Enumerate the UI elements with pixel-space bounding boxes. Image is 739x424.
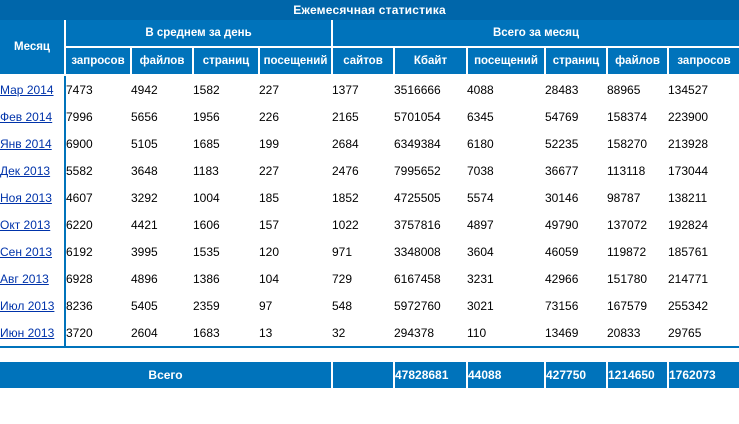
month-link[interactable]: Авг 2013 (0, 271, 49, 286)
stats-table-body (0, 75, 739, 388)
cell-monthly-sites: 2684 (332, 130, 394, 157)
cell-monthly-requests: 255342 (668, 292, 739, 319)
column-header-monthly-sites: сайтов (332, 47, 394, 75)
cell-monthly-requests: 214771 (668, 265, 739, 292)
cell-daily-files: 3292 (131, 184, 193, 211)
table-row (0, 130, 739, 157)
column-header-monthly-visits: посещений (467, 47, 545, 75)
table-separator (0, 347, 739, 362)
cell-daily-visits: 227 (259, 157, 332, 184)
cell-monthly-visits: 5574 (467, 184, 545, 211)
cell-daily-requests: 6192 (65, 238, 131, 265)
cell-daily-requests: 5582 (65, 157, 131, 184)
cell-monthly-visits: 3231 (467, 265, 545, 292)
cell-monthly-sites: 32 (332, 319, 394, 347)
month-link[interactable]: Мар 2014 (0, 82, 54, 97)
cell-monthly-visits: 110 (467, 319, 545, 347)
cell-monthly-files: 158270 (607, 130, 668, 157)
month-link[interactable]: Июн 2013 (0, 325, 55, 340)
cell-monthly-visits: 6345 (467, 103, 545, 130)
table-row (0, 157, 739, 184)
cell-monthly-files: 113118 (607, 157, 668, 184)
table-row (0, 265, 739, 292)
cell-daily-requests: 7473 (65, 75, 131, 103)
cell-daily-visits: 97 (259, 292, 332, 319)
cell-daily-files: 3648 (131, 157, 193, 184)
totals-label: Всего (0, 362, 332, 388)
cell-daily-visits: 104 (259, 265, 332, 292)
cell-monthly-requests: 192824 (668, 211, 739, 238)
cell-monthly-files: 20833 (607, 319, 668, 347)
month-cell[interactable] (0, 292, 65, 319)
cell-monthly-requests: 223900 (668, 103, 739, 130)
month-cell[interactable] (0, 130, 65, 157)
column-header-daily-visits: посещений (259, 47, 332, 75)
table-row (0, 75, 739, 103)
cell-monthly-files: 167579 (607, 292, 668, 319)
cell-monthly-requests: 173044 (668, 157, 739, 184)
cell-monthly-files: 137072 (607, 211, 668, 238)
cell-monthly-pages: 52235 (545, 130, 607, 157)
cell-monthly-kbytes: 7995652 (394, 157, 467, 184)
page-title: Ежемесячная статистика (0, 0, 739, 20)
cell-daily-files: 5105 (131, 130, 193, 157)
cell-daily-visits: 226 (259, 103, 332, 130)
separator-cell (0, 347, 739, 362)
cell-monthly-sites: 1852 (332, 184, 394, 211)
cell-monthly-files: 98787 (607, 184, 668, 211)
cell-daily-pages: 1535 (193, 238, 259, 265)
cell-monthly-visits: 4897 (467, 211, 545, 238)
cell-daily-requests: 6220 (65, 211, 131, 238)
month-link[interactable]: Окт 2013 (0, 217, 51, 232)
cell-monthly-pages: 13469 (545, 319, 607, 347)
totals-row (0, 362, 739, 388)
cell-daily-requests: 3720 (65, 319, 131, 347)
cell-daily-files: 4942 (131, 75, 193, 103)
column-header-monthly-requests: запросов (668, 47, 739, 75)
cell-daily-visits: 120 (259, 238, 332, 265)
cell-monthly-files: 119872 (607, 238, 668, 265)
cell-monthly-pages: 49790 (545, 211, 607, 238)
month-cell[interactable] (0, 157, 65, 184)
month-cell[interactable] (0, 238, 65, 265)
month-link[interactable]: Фев 2014 (0, 109, 53, 124)
header-sub-row (0, 47, 739, 75)
column-header-daily-files: файлов (131, 47, 193, 75)
cell-monthly-pages: 46059 (545, 238, 607, 265)
cell-daily-pages: 1183 (193, 157, 259, 184)
cell-daily-files: 3995 (131, 238, 193, 265)
cell-daily-requests: 7996 (65, 103, 131, 130)
cell-daily-files: 5405 (131, 292, 193, 319)
month-cell[interactable] (0, 319, 65, 347)
cell-daily-requests: 8236 (65, 292, 131, 319)
column-header-month: Месяц (0, 20, 65, 75)
cell-monthly-pages: 73156 (545, 292, 607, 319)
month-link[interactable]: Янв 2014 (0, 136, 52, 151)
cell-monthly-pages: 36677 (545, 157, 607, 184)
cell-monthly-requests: 29765 (668, 319, 739, 347)
cell-daily-pages: 1606 (193, 211, 259, 238)
table-row (0, 238, 739, 265)
table-row (0, 211, 739, 238)
cell-daily-pages: 2359 (193, 292, 259, 319)
cell-daily-pages: 1582 (193, 75, 259, 103)
column-header-daily-requests: запросов (65, 47, 131, 75)
cell-monthly-kbytes: 5972760 (394, 292, 467, 319)
month-cell[interactable] (0, 103, 65, 130)
cell-daily-requests: 6900 (65, 130, 131, 157)
cell-daily-requests: 4607 (65, 184, 131, 211)
totals-monthly-files: 1214650 (607, 362, 668, 388)
cell-monthly-kbytes: 6349384 (394, 130, 467, 157)
cell-monthly-visits: 4088 (467, 75, 545, 103)
cell-monthly-files: 88965 (607, 75, 668, 103)
cell-monthly-requests: 134527 (668, 75, 739, 103)
cell-daily-files: 4421 (131, 211, 193, 238)
column-group-monthly-total: Всего за месяц (332, 20, 739, 47)
cell-monthly-kbytes: 294378 (394, 319, 467, 347)
title-row (0, 0, 739, 20)
table-row (0, 103, 739, 130)
cell-monthly-kbytes: 6167458 (394, 265, 467, 292)
cell-monthly-sites: 971 (332, 238, 394, 265)
cell-daily-files: 4896 (131, 265, 193, 292)
cell-monthly-files: 151780 (607, 265, 668, 292)
table-row (0, 292, 739, 319)
cell-daily-pages: 1386 (193, 265, 259, 292)
totals-monthly-kbytes: 47828681 (394, 362, 467, 388)
cell-monthly-pages: 28483 (545, 75, 607, 103)
cell-daily-visits: 157 (259, 211, 332, 238)
cell-monthly-visits: 7038 (467, 157, 545, 184)
totals-blank-sites (332, 362, 394, 388)
cell-monthly-pages: 42966 (545, 265, 607, 292)
column-header-daily-pages: страниц (193, 47, 259, 75)
cell-daily-files: 5656 (131, 103, 193, 130)
month-link[interactable]: Июл 2013 (0, 298, 55, 313)
column-group-daily-average: В среднем за день (65, 20, 332, 47)
cell-daily-pages: 1683 (193, 319, 259, 347)
column-header-monthly-kbytes: Кбайт (394, 47, 467, 75)
cell-monthly-pages: 30146 (545, 184, 607, 211)
cell-monthly-sites: 548 (332, 292, 394, 319)
cell-daily-visits: 199 (259, 130, 332, 157)
cell-monthly-visits: 6180 (467, 130, 545, 157)
cell-monthly-kbytes: 4725505 (394, 184, 467, 211)
month-link[interactable]: Дек 2013 (0, 163, 51, 178)
month-cell[interactable] (0, 265, 65, 292)
cell-daily-visits: 185 (259, 184, 332, 211)
cell-monthly-sites: 1377 (332, 75, 394, 103)
month-cell[interactable] (0, 211, 65, 238)
month-cell[interactable] (0, 184, 65, 211)
cell-monthly-kbytes: 3348008 (394, 238, 467, 265)
cell-monthly-kbytes: 3516666 (394, 75, 467, 103)
column-header-monthly-files: файлов (607, 47, 668, 75)
month-cell[interactable] (0, 75, 65, 103)
cell-monthly-files: 158374 (607, 103, 668, 130)
cell-daily-files: 2604 (131, 319, 193, 347)
cell-monthly-kbytes: 3757816 (394, 211, 467, 238)
cell-monthly-pages: 54769 (545, 103, 607, 130)
cell-daily-pages: 1956 (193, 103, 259, 130)
table-row (0, 184, 739, 211)
cell-monthly-requests: 138211 (668, 184, 739, 211)
cell-monthly-kbytes: 5701054 (394, 103, 467, 130)
cell-monthly-sites: 2476 (332, 157, 394, 184)
totals-monthly-visits: 44088 (467, 362, 545, 388)
cell-monthly-sites: 2165 (332, 103, 394, 130)
cell-daily-pages: 1004 (193, 184, 259, 211)
header-group-row (0, 20, 739, 47)
totals-monthly-requests: 1762073 (668, 362, 739, 388)
cell-daily-visits: 13 (259, 319, 332, 347)
cell-daily-requests: 6928 (65, 265, 131, 292)
cell-monthly-visits: 3604 (467, 238, 545, 265)
cell-monthly-requests: 185761 (668, 238, 739, 265)
column-header-monthly-pages: страниц (545, 47, 607, 75)
cell-daily-visits: 227 (259, 75, 332, 103)
cell-monthly-sites: 729 (332, 265, 394, 292)
month-link[interactable]: Ноя 2013 (0, 190, 52, 205)
cell-monthly-visits: 3021 (467, 292, 545, 319)
cell-daily-pages: 1685 (193, 130, 259, 157)
table-row (0, 319, 739, 347)
cell-monthly-sites: 1022 (332, 211, 394, 238)
month-link[interactable]: Сен 2013 (0, 244, 52, 259)
cell-monthly-requests: 213928 (668, 130, 739, 157)
totals-monthly-pages: 427750 (545, 362, 607, 388)
